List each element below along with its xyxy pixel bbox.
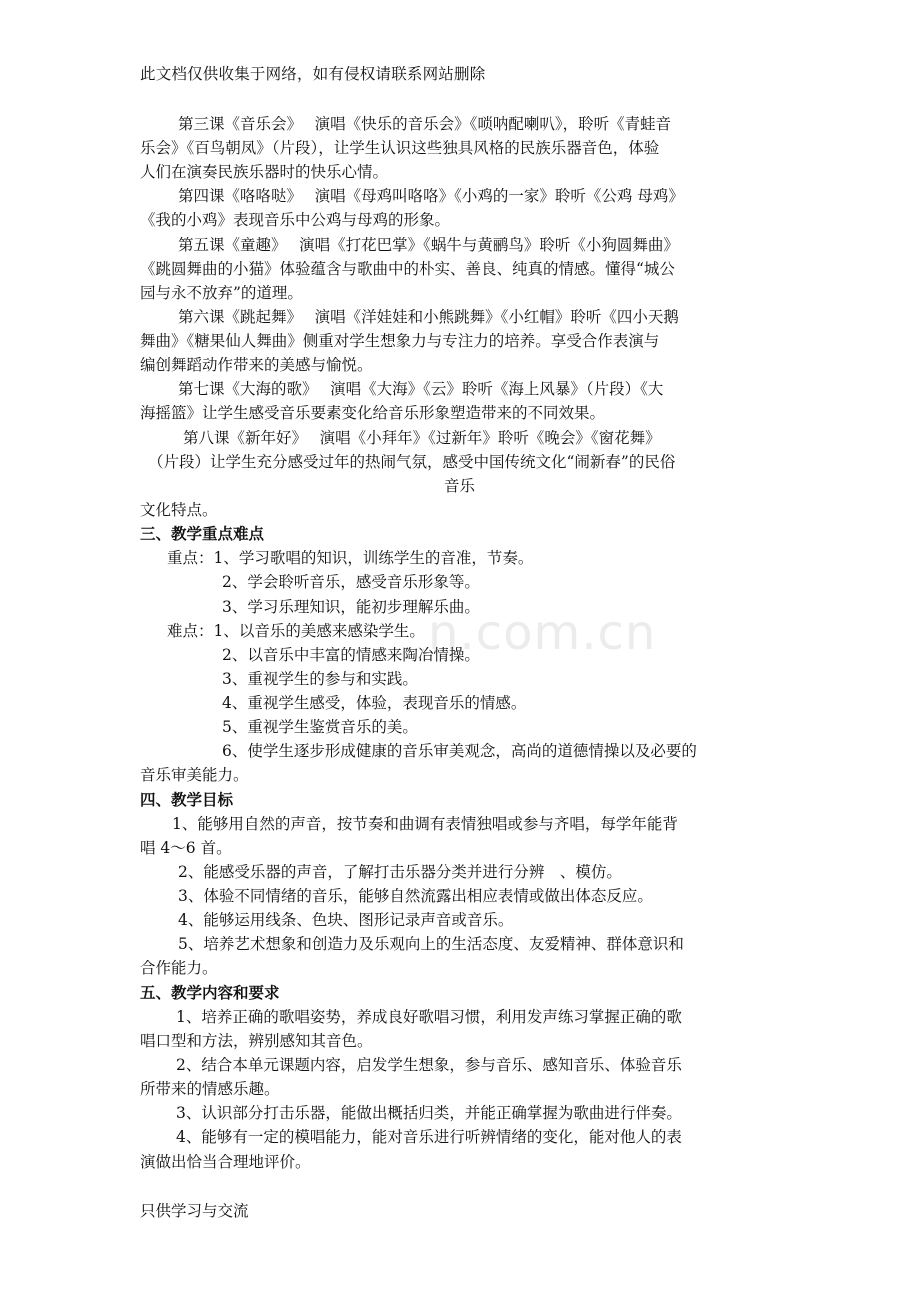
body-line: 4、能够有一定的模唱能力，能对音乐进行听辨情绪的变化，能对他人的表 <box>176 1128 682 1146</box>
body-line: （片段）让学生充分感受过年的热闹气氛，感受中国传统文化“闹新春”的民俗 <box>148 453 676 471</box>
body-line: 3、学习乐理知识，能初步理解乐曲。 <box>222 598 480 616</box>
body-line: 《我的小鸡》表现音乐中公鸡与母鸡的形象。 <box>140 211 451 229</box>
body-line: 《跳圆舞曲的小猫》体验蕴含与歌曲中的朴实、善良、纯真的情感。懂得“城公 <box>140 260 675 278</box>
body-line: 第七课《大海的歌》 演唱《大海》《云》聆听《海上风暴》（片段）《大 <box>178 380 664 398</box>
page-footer: 只供学习与交流 <box>140 1202 249 1220</box>
body-line: 2、以音乐中丰富的情感来陶冶情操。 <box>222 646 480 664</box>
body-line: 音乐 <box>444 477 476 495</box>
body-line: 海摇篮》让学生感受音乐要素变化给音乐形象塑造带来的不同效果。 <box>140 404 606 422</box>
body-line: 2、能感受乐器的声音，了解打击乐器分类并进行分辨 、模仿。 <box>178 863 622 881</box>
watermark: n.com.cn <box>428 605 657 661</box>
body-line: 乐会》《百鸟朝凤》（片段），让学生认识这些独具风格的民族乐器音色，体验 <box>140 139 660 157</box>
body-line: 1、培养正确的歌唱姿势，养成良好歌唱习惯，利用发声练习掌握正确的歌 <box>176 1008 682 1026</box>
body-line: 第三课《音乐会》 演唱《快乐的音乐会》《唢呐配喇叭》，聆听《青蛙音 <box>178 115 672 133</box>
body-line: 1、能够用自然的声音，按节奏和曲调有表情独唱或参与齐唱，每学年能背 <box>172 815 678 833</box>
body-line: 人们在演奏民族乐器时的快乐心情。 <box>140 163 389 181</box>
body-line: 2、结合本单元课题内容，启发学生想象，参与音乐、感知音乐、体验音乐 <box>176 1056 682 1074</box>
body-line: 所带来的情感乐趣。 <box>140 1080 280 1098</box>
body-line: 2、学会聆听音乐，感受音乐形象等。 <box>222 573 480 591</box>
body-line: 重点：1、学习歌唱的知识，训练学生的音准，节奏。 <box>167 549 534 567</box>
body-line: 唱口型和方法，辨别感知其音色。 <box>140 1032 373 1050</box>
page-header: 此文档仅供收集于网络，如有侵权请联系网站删除 <box>140 65 486 83</box>
body-line: 唱 4～6 首。 <box>140 839 232 857</box>
body-line: 5、培养艺术想象和创造力及乐观向上的生活态度、友爱精神、群体意识和 <box>178 935 684 953</box>
body-line: 舞曲》《糖果仙人舞曲》侧重对学生想象力与专注力的培养。享受合作表演与 <box>140 332 660 350</box>
body-line: 5、重视学生鉴赏音乐的美。 <box>222 718 418 736</box>
section-heading: 五、教学内容和要求 <box>140 983 280 1002</box>
body-line: 第六课《跳起舞》 演唱《洋娃娃和小熊跳舞》《小红帽》聆听《四小天鹅 <box>178 308 679 326</box>
section-heading: 四、教学目标 <box>140 790 234 809</box>
body-line: 第八课《新年好》 演唱《小拜年》《过新年》聆听《晚会》《窗花舞》 <box>183 429 661 447</box>
body-line: 3、体验不同情绪的音乐，能够自然流露出相应表情或做出体态反应。 <box>178 887 653 905</box>
body-line: 4、重视学生感受，体验，表现音乐的情感。 <box>222 694 527 712</box>
body-line: 合作能力。 <box>140 959 218 977</box>
section-heading: 三、教学重点难点 <box>140 524 265 543</box>
body-line: 编创舞蹈动作带来的美感与愉悦。 <box>140 356 373 374</box>
body-line: 6、使学生逐步形成健康的音乐审美观念，高尚的道德情操以及必要的 <box>222 742 697 760</box>
body-line: 第五课《童趣》 演唱《打花巴掌》《蜗牛与黄鹂鸟》聆听《小狗圆舞曲》 <box>178 236 679 254</box>
body-line: 3、重视学生的参与和实践。 <box>222 670 418 688</box>
body-line: 4、能够运用线条、色块、图形记录声音或音乐。 <box>178 911 514 929</box>
body-line: 第四课《咯咯哒》 演唱《母鸡叫咯咯》《小鸡的一家》聆听《公鸡 母鸡》 <box>178 187 684 205</box>
body-line: 音乐审美能力。 <box>140 766 249 784</box>
body-line: 演做出恰当合理地评价。 <box>140 1153 311 1171</box>
body-line: 难点：1、以音乐的美感来感染学生。 <box>167 622 425 640</box>
body-line: 文化特点。 <box>140 501 218 519</box>
body-line: 3、认识部分打击乐器，能做出概括归类，并能正确掌握为歌曲进行伴奏。 <box>176 1104 682 1122</box>
body-line: 园与永不放弃”的道理。 <box>140 284 303 302</box>
